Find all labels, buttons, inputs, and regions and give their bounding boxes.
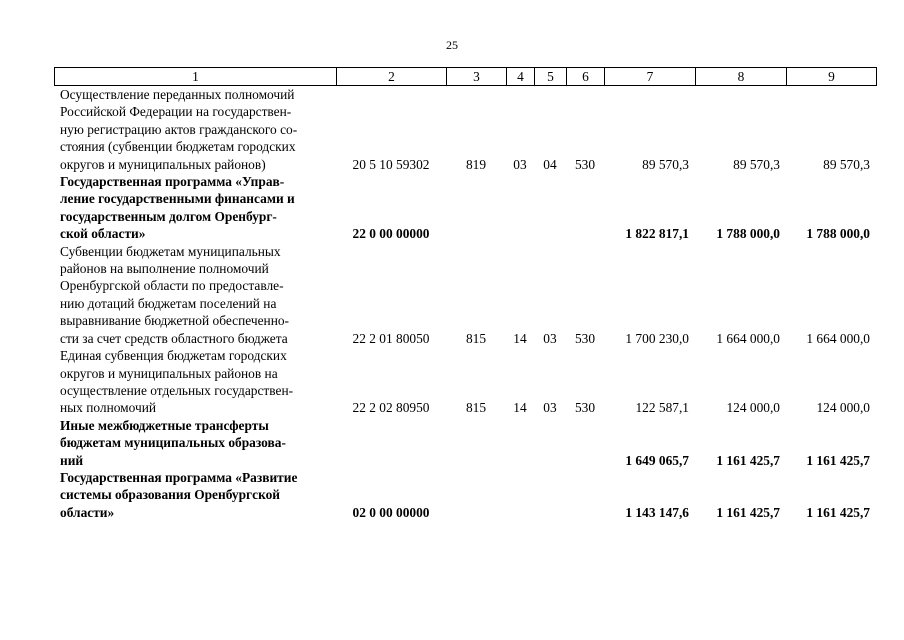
description-line: Оренбургской области по предоставле-: [60, 278, 284, 294]
amount-year-1: 1 700 230,0: [625, 330, 689, 346]
amount-year-2: 1 664 000,0: [716, 330, 780, 346]
amount-year-1: 89 570,3: [642, 156, 689, 172]
description-line: округов и муниципальных районов): [60, 156, 266, 172]
description-line: Осуществление переданных полномочий: [60, 87, 295, 102]
ministry-code: 819: [465, 156, 487, 172]
column-header: 1: [55, 68, 337, 86]
column-header: 6: [567, 68, 605, 86]
description-line: нию дотаций бюджетам поселений на: [60, 295, 277, 311]
row-description: [54, 86, 336, 173]
amount-year-2: 1 788 000,0: [716, 226, 780, 242]
ministry-code: 815: [465, 400, 487, 416]
description-line: Государственная программа «Управ-: [60, 174, 285, 190]
description-line: ление государственными финансами и: [60, 191, 295, 207]
amount-year-3: 89 570,3: [823, 156, 870, 172]
section-code: 14: [513, 400, 527, 416]
description-line: Государственная программа «Развитие: [60, 469, 298, 485]
column-header: 2: [337, 68, 447, 86]
row-description: [54, 173, 336, 243]
row-description: [54, 243, 336, 347]
table-row: [54, 469, 876, 521]
subsection-code: 03: [543, 400, 557, 416]
description-line: Российской Федерации на государствен-: [60, 104, 292, 120]
table-row: [54, 173, 876, 243]
description-line: сти за счет средств областного бюджета: [60, 330, 288, 346]
amount-year-1: 122 587,1: [635, 400, 689, 416]
column-header: 5: [535, 68, 567, 86]
column-header-table: [54, 67, 877, 86]
expense-type-code: 530: [574, 156, 596, 172]
description-line: ных полномочий: [60, 400, 157, 416]
amount-year-3: 1 161 425,7: [806, 504, 870, 520]
target-article-code: 22 0 00 00000: [352, 226, 430, 242]
amount-year-3: 1 788 000,0: [806, 226, 870, 242]
amount-year-2: 1 161 425,7: [716, 504, 780, 520]
ministry-code: 815: [465, 330, 487, 346]
amount-year-3: 124 000,0: [816, 400, 870, 416]
amount-year-2: 1 161 425,7: [716, 452, 780, 468]
description-line: округов и муниципальных районов на: [60, 365, 278, 381]
description-line: области»: [60, 504, 115, 520]
amount-year-3: 1 161 425,7: [806, 452, 870, 468]
subsection-code: 04: [543, 156, 557, 172]
budget-table-body: [54, 86, 876, 521]
page-number: 25: [446, 38, 458, 52]
description-line: ской области»: [60, 226, 146, 242]
section-code: 03: [513, 156, 527, 172]
description-line: выравнивание бюджетной обеспеченно-: [60, 313, 290, 329]
column-header-row: [55, 68, 877, 86]
description-line: государственным долгом Оренбург-: [60, 208, 277, 224]
column-header: 9: [787, 68, 877, 86]
target-article-code: 02 0 00 00000: [352, 504, 430, 520]
description-line: ний: [60, 452, 84, 468]
table-row: [54, 347, 876, 417]
column-header: 8: [696, 68, 787, 86]
column-header: 4: [507, 68, 535, 86]
description-line: системы образования Оренбургской: [60, 487, 281, 503]
description-line: районов на выполнение полномочий: [60, 261, 269, 277]
amount-year-1: 1 143 147,6: [625, 504, 689, 520]
column-header: 7: [605, 68, 696, 86]
target-article-code: 22 2 02 80950: [352, 400, 430, 416]
expense-type-code: 530: [574, 400, 596, 416]
table-row: [54, 243, 876, 347]
target-article-code: 20 5 10 59302: [352, 156, 430, 172]
subsection-code: 03: [543, 330, 557, 346]
description-line: Иные межбюджетные трансферты: [60, 417, 269, 433]
description-line: осуществление отдельных государствен-: [60, 382, 294, 398]
row-description: [54, 347, 336, 417]
amount-year-1: 1 822 817,1: [625, 226, 689, 242]
section-code: 14: [513, 330, 527, 346]
description-line: Субвенции бюджетам муниципальных: [60, 243, 281, 259]
description-line: ную регистрацию актов гражданского со-: [60, 121, 298, 137]
expense-type-code: 530: [574, 330, 596, 346]
table-row: [54, 86, 876, 173]
table-row: [54, 417, 876, 469]
column-header: 3: [447, 68, 507, 86]
amount-year-1: 1 649 065,7: [625, 452, 689, 468]
amount-year-3: 1 664 000,0: [806, 330, 870, 346]
description-line: бюджетам муниципальных образова-: [60, 435, 286, 451]
row-description: [54, 469, 336, 521]
description-line: Единая субвенция бюджетам городских: [60, 348, 287, 364]
description-line: стояния (субвенции бюджетам городских: [60, 139, 296, 155]
target-article-code: 22 2 01 80050: [352, 330, 430, 346]
amount-year-2: 89 570,3: [733, 156, 780, 172]
amount-year-2: 124 000,0: [726, 400, 780, 416]
row-description: [54, 417, 336, 469]
